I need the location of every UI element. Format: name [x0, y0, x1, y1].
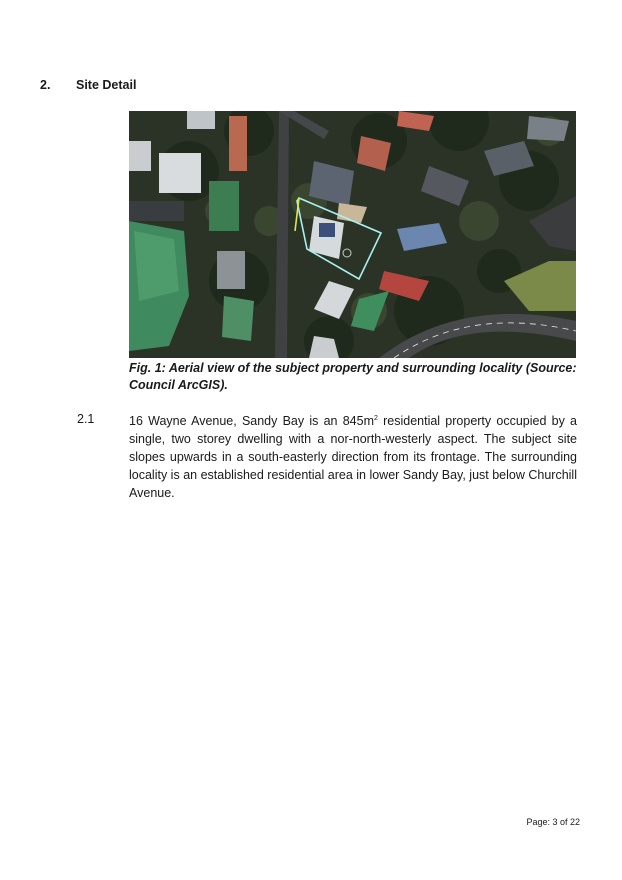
area-unit-superscript: 2: [373, 415, 378, 422]
paragraph-text-end: residential property occupied by a single, two storey dwelling with a nor-north-westerly aspect. The subject site slopes upwards in a south-easterly direction from its frontage. The surrounding locality is an established residential area in lower Sandy Bay, just below Churchill Avenue.: [129, 414, 577, 500]
paragraph-body: [129, 410, 577, 502]
section-number: 2.: [40, 78, 51, 92]
page-number: Page: 3 of 22: [526, 817, 580, 827]
paragraph-number: 2.1: [77, 412, 95, 426]
figure-caption: Fig. 1: Aerial view of the subject property and surrounding locality (Source: Council ArcGIS).: [129, 361, 577, 392]
section-heading: [40, 78, 136, 92]
aerial-photo: [129, 111, 576, 358]
section-title: Site Detail: [76, 78, 137, 92]
paragraph-text-start: 16 Wayne Avenue, Sandy Bay is an 845m: [129, 414, 374, 428]
